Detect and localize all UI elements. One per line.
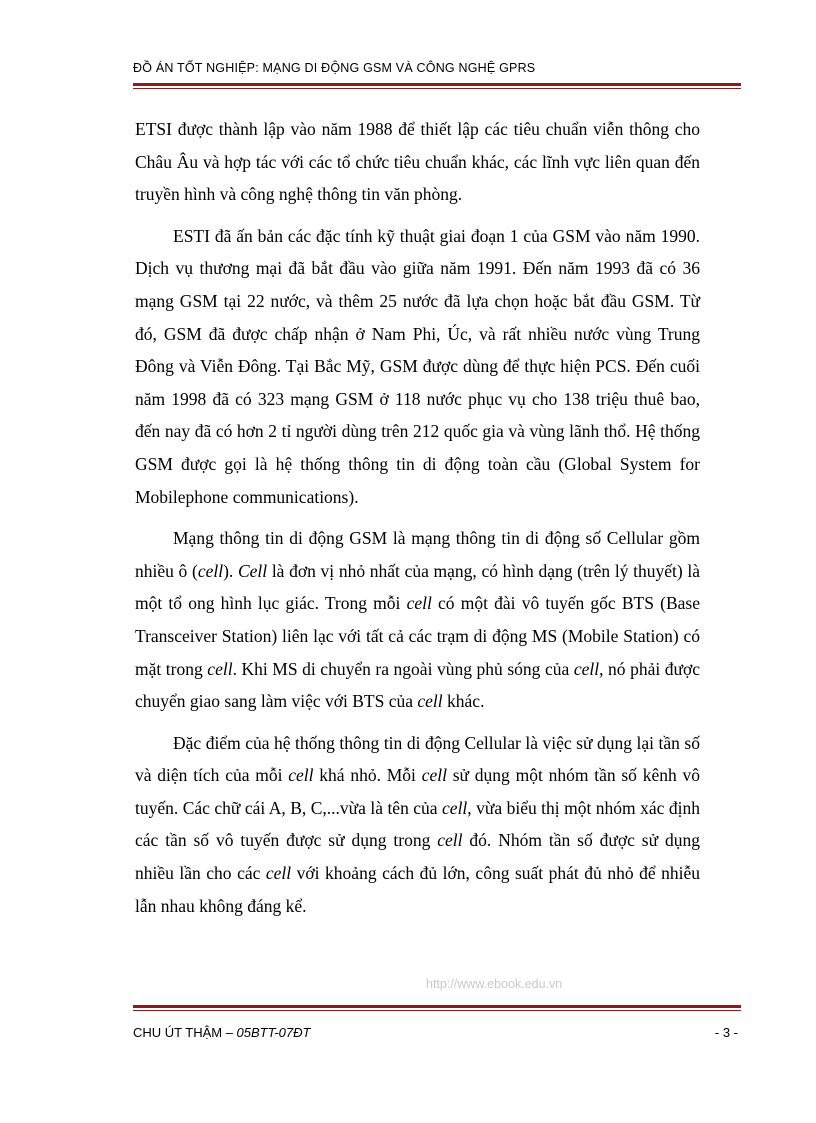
document-body — [135, 113, 700, 931]
footer-author: CHU ÚT THẬM – 05BTT-07ĐT — [133, 1025, 311, 1040]
footer-class-code: 05BTT-07ĐT — [236, 1025, 311, 1040]
page-number: - 3 - — [714, 1025, 738, 1040]
footer-rule — [133, 1005, 741, 1011]
watermark-url: http://www.ebook.edu.vn — [426, 977, 563, 991]
page-header-title: ĐỒ ÁN TỐT NGHIỆP: MẠNG DI ĐỘNG GSM VÀ CÔNG NGHỆ GPRS — [133, 61, 536, 75]
paragraph-gsm-history: ESTI đã ấn bản các đặc tính kỹ thuật giai đoạn 1 của GSM vào năm 1990. Dịch vụ thương mại đã bắt đầu vào giữa năm 1991. Đến năm 1993 đã có 36 mạng GSM tại 22 nước, và thêm 25 nước đã lựa chọn hoặc bắt đầu GSM. Từ đó, GSM đã được chấp nhận ở Nam Phi, Úc, và rất nhiều nước vùng Trung Đông và Viễn Đông. Tại Bắc Mỹ, GSM được dùng để thực hiện PCS. Đến cuối năm 1998 đã có 323 mạng GSM ở 118 nước phục vụ cho 138 triệu thuê bao, đến nay đã có hơn 2 tỉ người dùng trên 212 quốc gia và vùng lãnh thổ. Hệ thống GSM được gọi là hệ thống thông tin di động toàn cầu (Global System for Mobilephone communications). — [135, 225, 700, 507]
paragraph-cellular-network: Mạng thông tin di động GSM là mạng thông tin di động số Cellular gồm nhiều ô (cell). Cell là đơn vị nhỏ nhất của mạng, có hình dạng (trên lý thuyết) là một tổ ong hình lục giác. Trong mỗi cell có một đài vô tuyến gốc BTS (Base Transceiver Station) liên lạc với tất cả các trạm di động MS (Mobile Station) có mặt trong cell. Khi MS di chuyển ra ngoài vùng phủ sóng của cell, nó phải được chuyển giao sang làm việc với BTS của cell khác. — [135, 528, 701, 712]
header-rule — [133, 83, 741, 89]
paragraph-etsi: ETSI được thành lập vào năm 1988 để thiết lập các tiêu chuẩn viễn thông cho Châu Âu và hợp tác với các tổ chức tiêu chuẩn khác, các lĩnh vực liên quan đến truyền hình và công nghệ thông tin văn phòng. — [135, 119, 700, 205]
paragraph-frequency-reuse: Đặc điểm của hệ thống thông tin di động Cellular là việc sử dụng lại tần số và diện tích của mỗi cell khá nhỏ. Mỗi cell sử dụng một nhóm tần số kênh vô tuyến. Các chữ cái A, B, C,...vừa là tên của cell, vừa biểu thị một nhóm xác định các tần số vô tuyến được sử dụng trong cell đó. Nhóm tần số được sử dụng nhiều lần cho các cell với khoảng cách đủ lớn, công suất phát đủ nhỏ để nhiễu lẫn nhau không đáng kể. — [135, 732, 700, 916]
